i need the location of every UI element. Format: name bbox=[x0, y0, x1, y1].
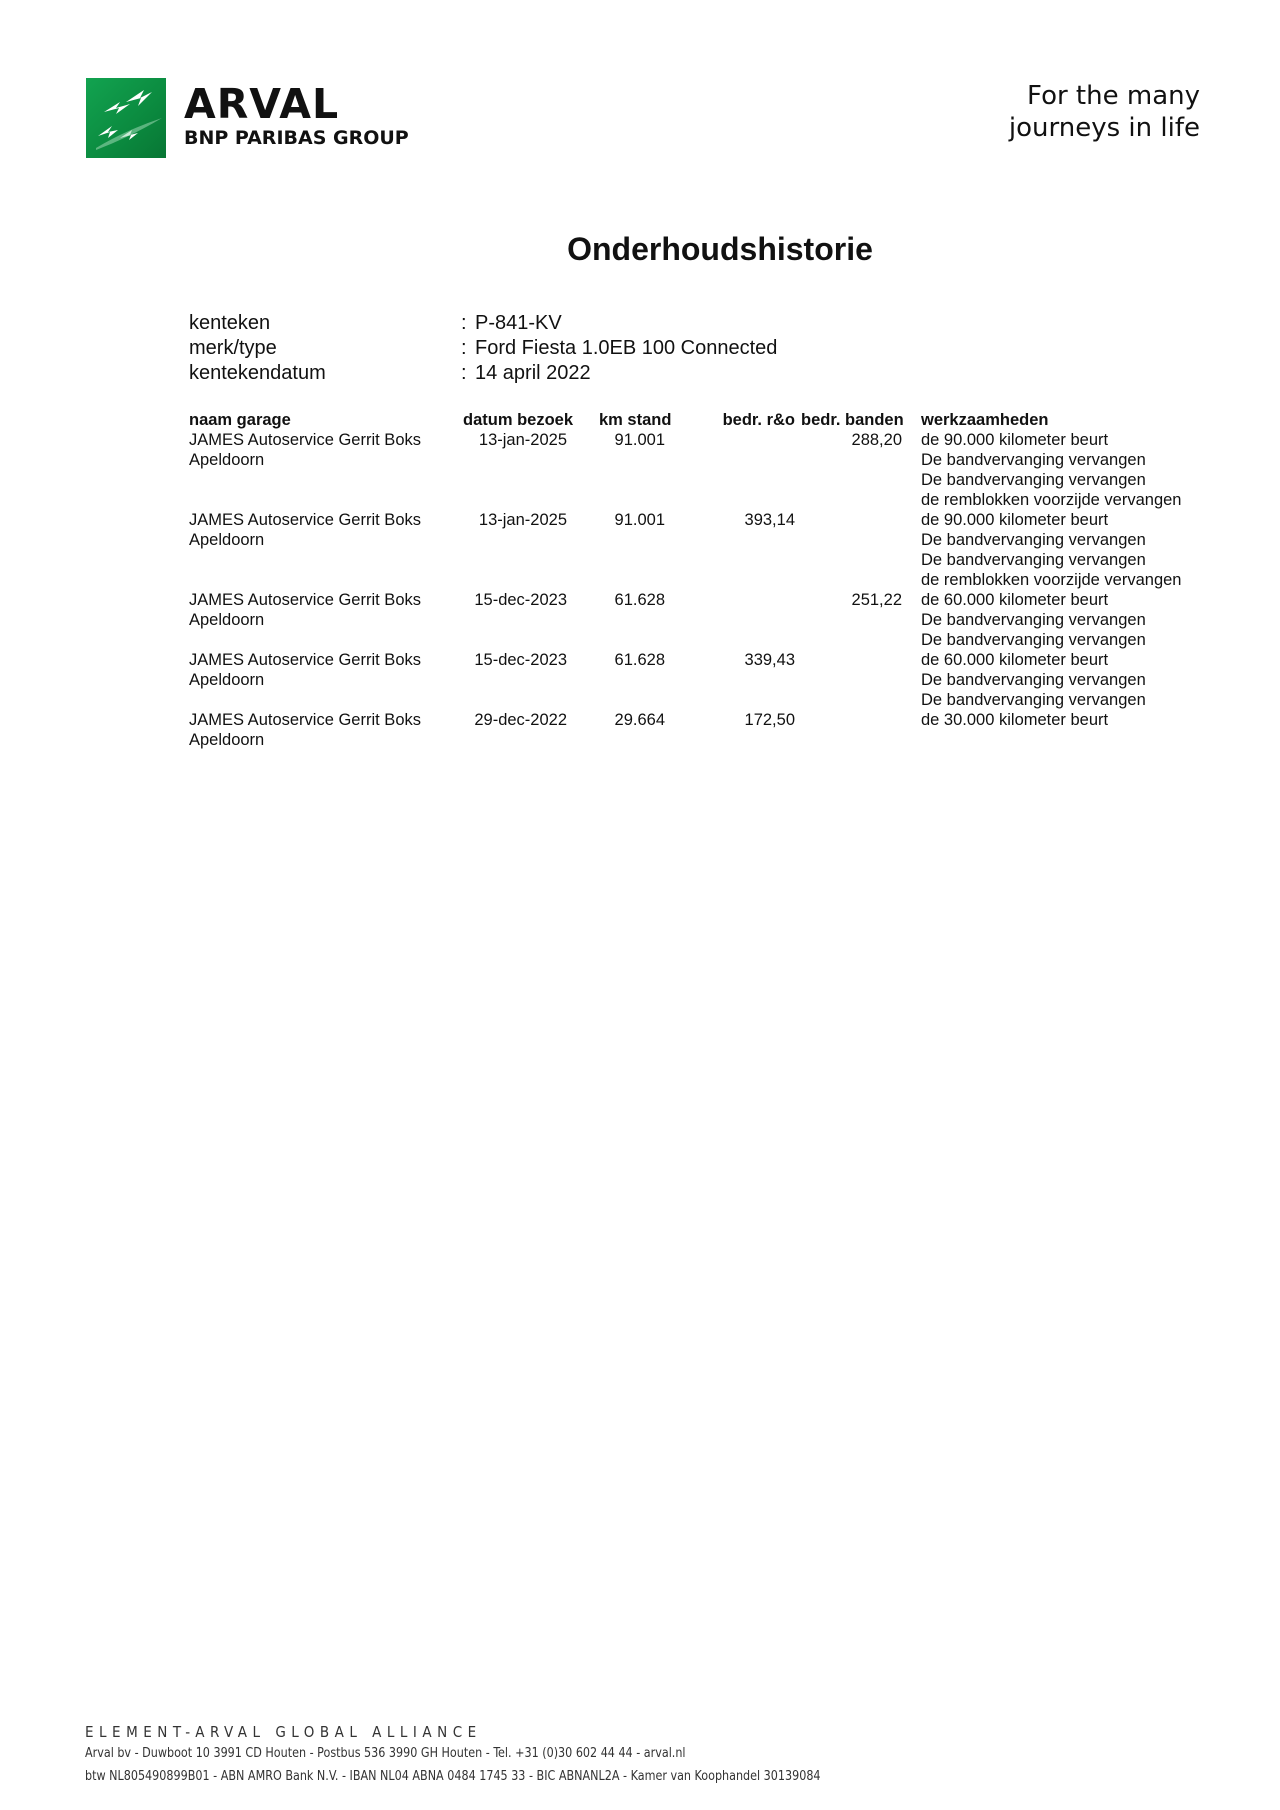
garage-line: JAMES Autoservice Gerrit Boks bbox=[189, 591, 421, 609]
visit-date: 15-dec-2023 bbox=[474, 591, 567, 609]
footer-bank-details: btw NL805490899B01 - ABN AMRO Bank N.V. - IBAN NL04 ABNA 0484 1745 33 - BIC ABNANL2A - Kamer van Koophandel 30139084 bbox=[85, 1768, 821, 1784]
table-row bbox=[189, 710, 1199, 750]
garage-name bbox=[189, 590, 449, 630]
vehicle-info bbox=[189, 311, 777, 386]
garage-name bbox=[189, 710, 449, 750]
document-title: Onderhoudshistorie bbox=[567, 231, 873, 267]
column-header-ro: bedr. r&o bbox=[722, 411, 795, 429]
km-reading: 91.001 bbox=[614, 511, 665, 529]
km-reading: 61.628 bbox=[614, 651, 665, 669]
maintenance-table bbox=[189, 410, 1199, 750]
table-row bbox=[189, 430, 1199, 510]
work-line: De bandvervanging vervangen bbox=[921, 471, 1146, 489]
work-line: De bandvervanging vervangen bbox=[921, 611, 1146, 629]
km-reading: 61.628 bbox=[614, 591, 665, 609]
visit-date: 29-dec-2022 bbox=[474, 711, 567, 729]
garage-name bbox=[189, 650, 449, 690]
work-line: de 60.000 kilometer beurt bbox=[921, 591, 1109, 609]
garage-line: JAMES Autoservice Gerrit Boks bbox=[189, 711, 421, 729]
footer bbox=[85, 1722, 885, 1788]
work-performed bbox=[921, 650, 1211, 710]
garage-line: Apeldoorn bbox=[189, 611, 265, 629]
work-performed bbox=[921, 590, 1211, 650]
logo-group: BNP PARIBAS GROUP bbox=[184, 127, 409, 149]
visit-date: 13-jan-2025 bbox=[478, 511, 567, 529]
vehicle-info-value: Ford Fiesta 1.0EB 100 Connected bbox=[475, 337, 778, 359]
table-body bbox=[189, 430, 1199, 750]
column-header-km: km stand bbox=[599, 411, 672, 429]
garage-line: JAMES Autoservice Gerrit Boks bbox=[189, 511, 421, 529]
table-row bbox=[189, 650, 1199, 710]
work-performed bbox=[921, 430, 1211, 510]
km-reading: 29.664 bbox=[614, 711, 665, 729]
tagline-line-1: For the many bbox=[1027, 81, 1200, 111]
arval-logo bbox=[86, 78, 409, 158]
work-line: De bandvervanging vervangen bbox=[921, 671, 1146, 689]
column-header-garage: naam garage bbox=[189, 411, 291, 429]
logo-name: ARVAL bbox=[184, 80, 340, 128]
vehicle-info-row bbox=[189, 361, 777, 386]
work-line: de 90.000 kilometer beurt bbox=[921, 511, 1109, 529]
work-line: de remblokken voorzijde vervangen bbox=[921, 571, 1182, 589]
arval-logo-mark-icon bbox=[86, 78, 166, 158]
column-header-work: werkzaamheden bbox=[921, 411, 1049, 429]
tagline-line-2: journeys in life bbox=[1008, 113, 1200, 143]
amount-banden: 288,20 bbox=[851, 431, 902, 449]
vehicle-info-label: kenteken bbox=[189, 312, 271, 334]
vehicle-info-row bbox=[189, 311, 777, 336]
garage-line: JAMES Autoservice Gerrit Boks bbox=[189, 651, 421, 669]
vehicle-info-label: kentekendatum bbox=[189, 362, 326, 384]
work-line: de 90.000 kilometer beurt bbox=[921, 431, 1109, 449]
column-header-date: datum bezoek bbox=[463, 411, 574, 429]
work-line: De bandvervanging vervangen bbox=[921, 551, 1146, 569]
footer-alliance: ELEMENT-ARVAL GLOBAL ALLIANCE bbox=[85, 1723, 482, 1741]
table-row bbox=[189, 510, 1199, 590]
vehicle-info-value: P-841-KV bbox=[475, 312, 562, 334]
garage-line: Apeldoorn bbox=[189, 451, 265, 469]
km-reading: 91.001 bbox=[614, 431, 665, 449]
visit-date: 13-jan-2025 bbox=[478, 431, 567, 449]
vehicle-info-label: merk/type bbox=[189, 337, 277, 359]
work-line: De bandvervanging vervangen bbox=[921, 451, 1146, 469]
amount-banden: 251,22 bbox=[851, 591, 902, 609]
work-performed bbox=[921, 710, 1211, 730]
amount-ro: 393,14 bbox=[744, 511, 795, 529]
tagline bbox=[1009, 80, 1200, 144]
garage-line: Apeldoorn bbox=[189, 531, 265, 549]
vehicle-info-value: 14 april 2022 bbox=[475, 362, 591, 384]
garage-line: JAMES Autoservice Gerrit Boks bbox=[189, 431, 421, 449]
work-line: De bandvervanging vervangen bbox=[921, 631, 1146, 649]
table-header-row bbox=[189, 410, 1199, 430]
vehicle-info-separator: : bbox=[461, 312, 467, 334]
table-row bbox=[189, 590, 1199, 650]
garage-line: Apeldoorn bbox=[189, 671, 265, 689]
garage-name bbox=[189, 430, 449, 470]
amount-ro: 172,50 bbox=[744, 711, 795, 729]
work-line: De bandvervanging vervangen bbox=[921, 531, 1146, 549]
work-line: de 60.000 kilometer beurt bbox=[921, 651, 1109, 669]
work-line: de 30.000 kilometer beurt bbox=[921, 711, 1109, 729]
work-line: de remblokken voorzijde vervangen bbox=[921, 491, 1182, 509]
vehicle-info-separator: : bbox=[461, 337, 467, 359]
amount-ro: 339,43 bbox=[744, 651, 795, 669]
footer-address: Arval bv - Duwboot 10 3991 CD Houten - Postbus 536 3990 GH Houten - Tel. +31 (0)30 602 44 44 - arval.nl bbox=[85, 1745, 686, 1761]
garage-name bbox=[189, 510, 449, 550]
column-header-banden: bedr. banden bbox=[801, 411, 904, 429]
visit-date: 15-dec-2023 bbox=[474, 651, 567, 669]
garage-line: Apeldoorn bbox=[189, 731, 265, 749]
vehicle-info-separator: : bbox=[461, 362, 467, 384]
work-performed bbox=[921, 510, 1211, 590]
work-line: De bandvervanging vervangen bbox=[921, 691, 1146, 709]
vehicle-info-row bbox=[189, 336, 777, 361]
